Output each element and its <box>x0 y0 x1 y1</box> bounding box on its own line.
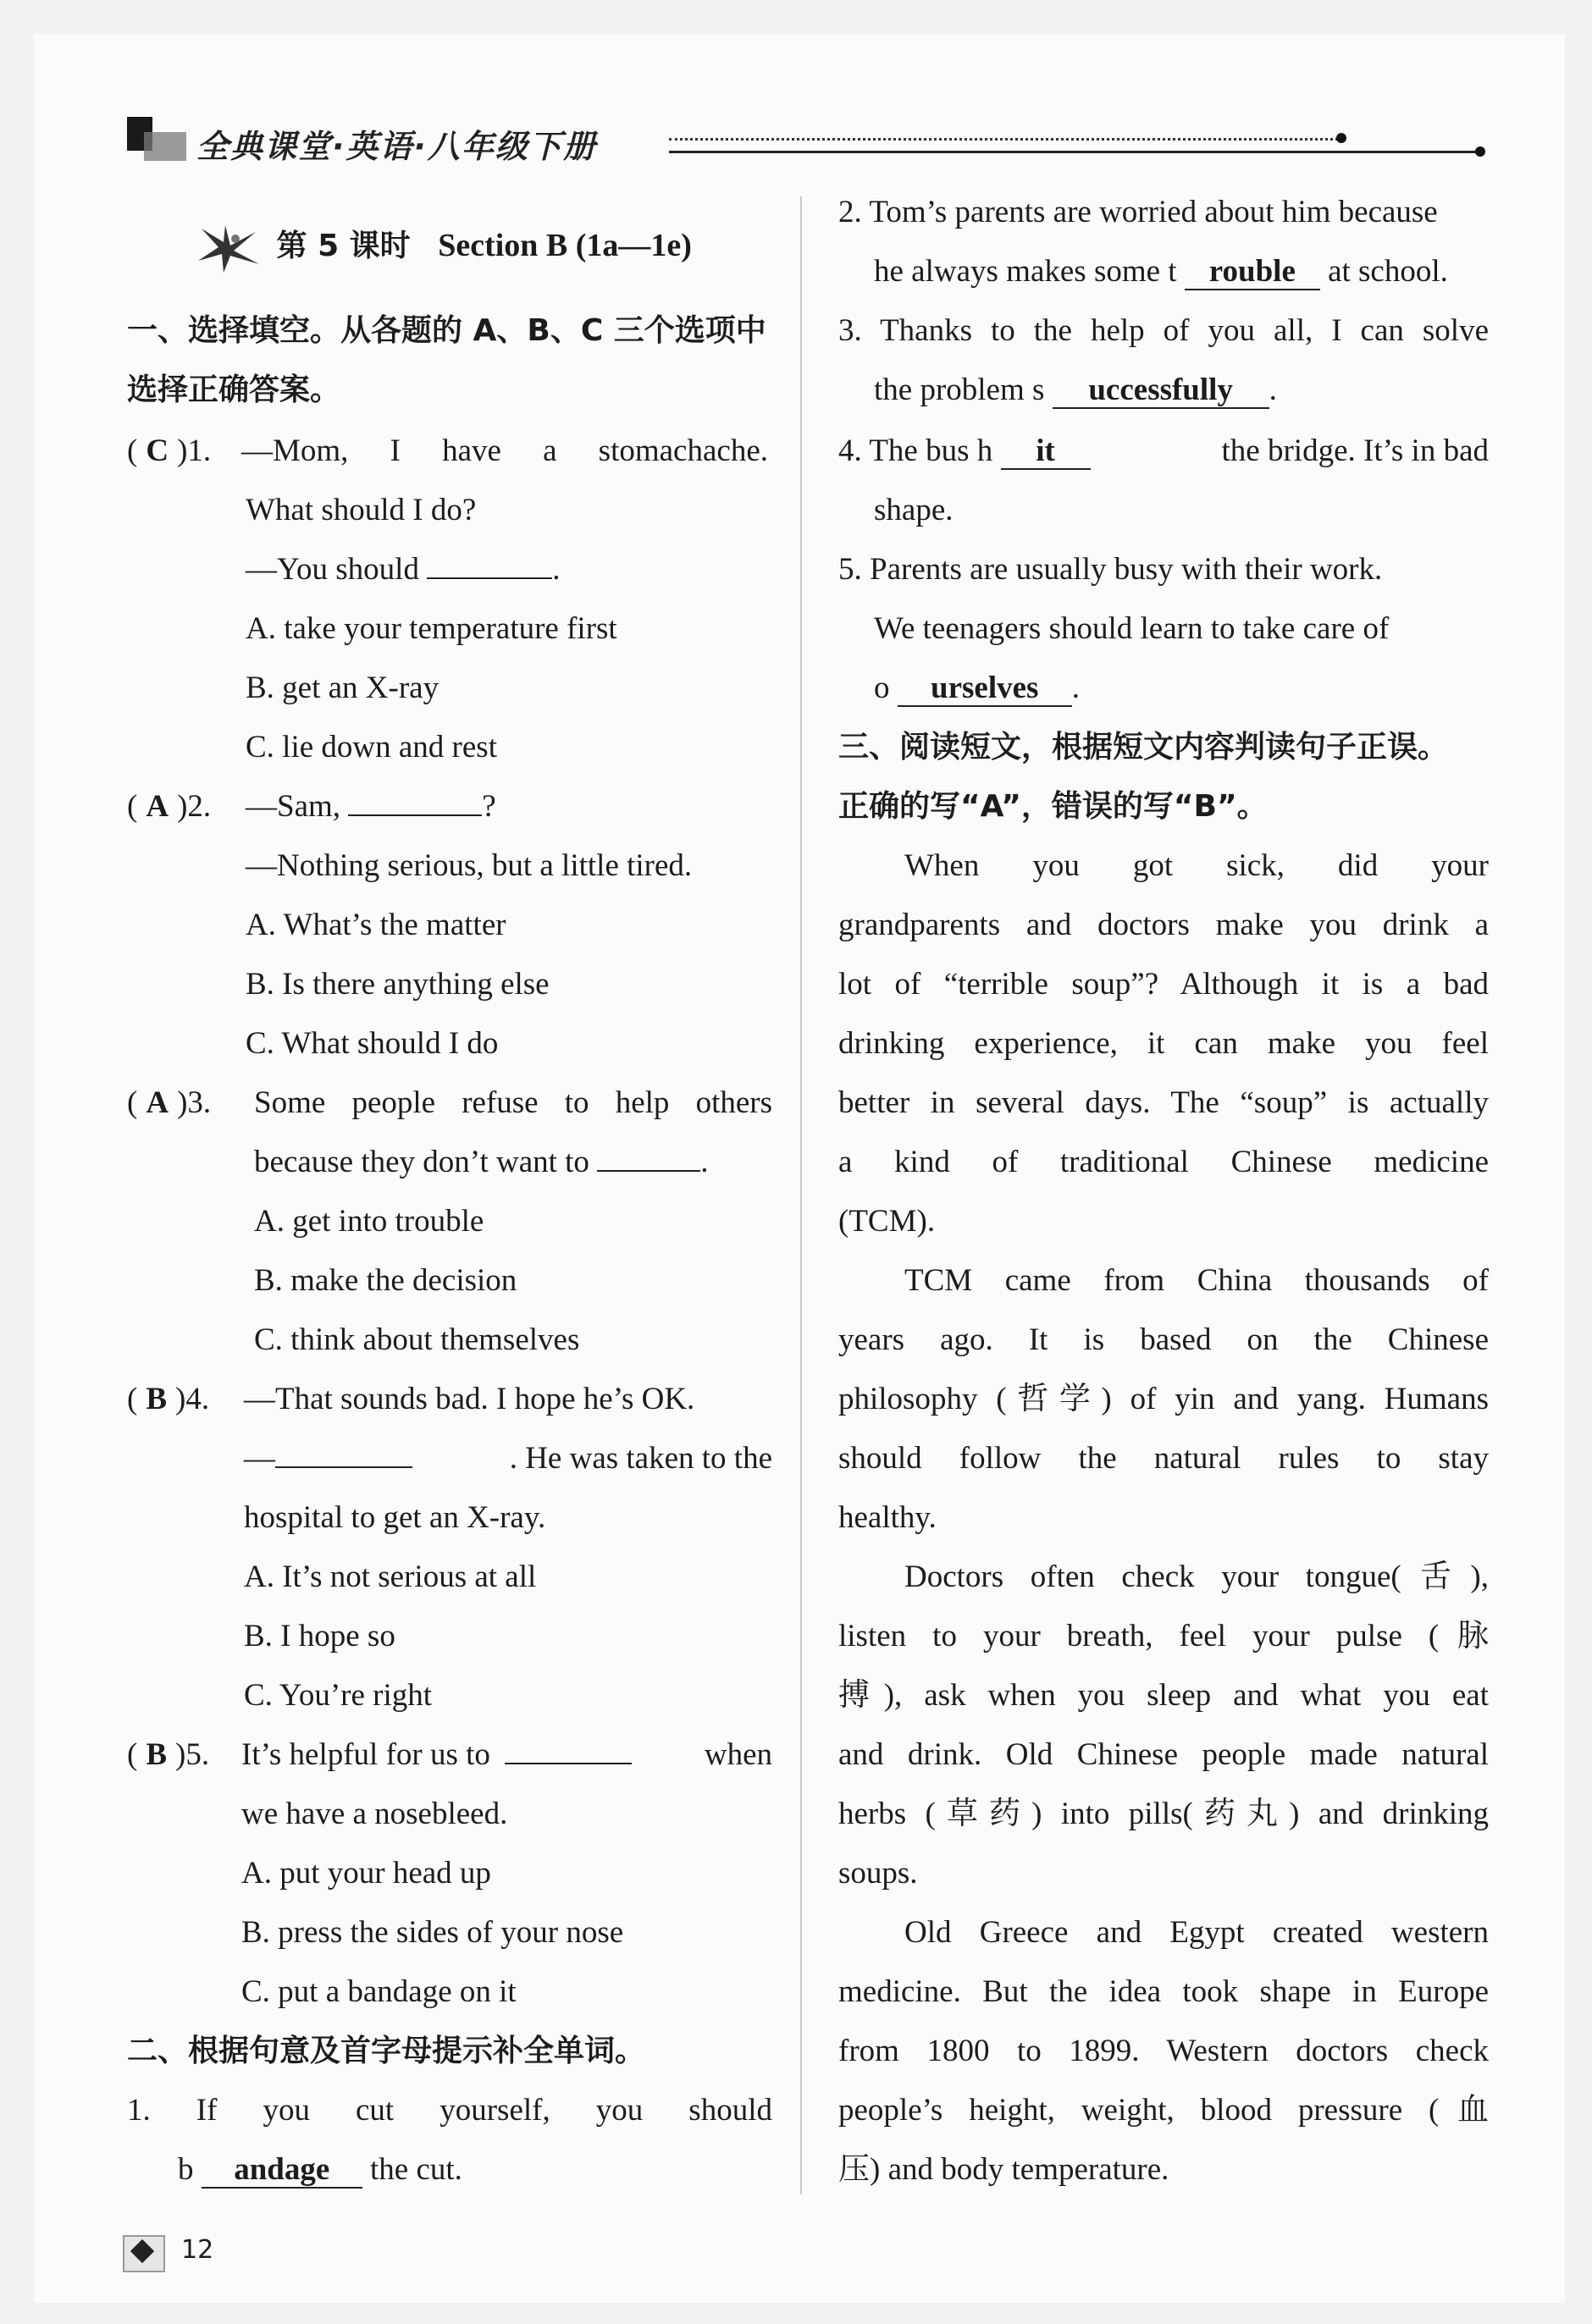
option-c: C. put a bandage on it <box>241 1974 517 2009</box>
question-text: —Sam, ? <box>246 789 496 824</box>
question-number: ( A )3. <box>127 1085 212 1120</box>
filled-answer: rouble <box>1185 255 1320 290</box>
passage-line: years ago. It is based on the Chinese <box>838 1322 1489 1357</box>
answer-letter: B <box>146 1737 168 1772</box>
answer-letter: A <box>146 1085 169 1120</box>
option-a: A. get into trouble <box>254 1204 484 1239</box>
passage-line: (TCM). <box>838 1204 936 1239</box>
question-text: — . He was taken to the <box>244 1441 772 1476</box>
question-number: ( B )4. <box>127 1382 210 1416</box>
header-dot <box>1475 146 1485 157</box>
passage-line: philosophy (哲学) of yin and yang. Humans <box>838 1382 1489 1416</box>
fill-question-text: shape. <box>874 493 954 527</box>
fill-question-text: 2. Tom’s parents are worried about him because <box>838 195 1438 229</box>
passage-line: listen to your breath, feel your pulse (脉 <box>838 1619 1489 1653</box>
part1-heading: 选择正确答案。 <box>127 373 341 407</box>
question-text: because they don’t want to . <box>254 1145 709 1179</box>
option-b: B. get an X-ray <box>246 671 439 705</box>
answer-blank <box>505 1737 632 1764</box>
fill-question-text: o urselves . <box>874 671 1080 705</box>
passage-line: soups. <box>838 1856 918 1891</box>
passage-line: better in several days. The “soup” is actually <box>838 1085 1489 1120</box>
part2-heading: 二、根据句意及首字母提示补全单词。 <box>127 2034 646 2068</box>
filled-answer: urselves <box>898 671 1072 707</box>
header-logo-shadow <box>144 132 186 161</box>
header-rule <box>669 151 1479 153</box>
option-b: B. press the sides of your nose <box>241 1915 624 1950</box>
lesson-section: Section B (1a—1e) <box>438 228 692 263</box>
column-divider <box>800 196 802 2194</box>
question-text: hospital to get an X-ray. <box>244 1500 546 1535</box>
question-number: ( A )2. <box>127 789 212 824</box>
header-title: 全典课堂·英语·八年级下册 <box>196 128 597 165</box>
passage-line: people’s height, weight, blood pressure (血 <box>838 2093 1489 2128</box>
header-dot <box>1336 133 1346 143</box>
question-text: —You should . <box>246 552 561 587</box>
passage-line: 压) and body temperature. <box>838 2152 1169 2187</box>
question-text: —Mom, I have a stomachache. <box>241 433 768 468</box>
fill-question-text: he always makes some t rouble at school. <box>874 254 1448 289</box>
question-text: It’s helpful for us to when <box>241 1737 772 1772</box>
passage-line: TCM came from China thousands of <box>904 1263 1489 1298</box>
passage-line: healthy. <box>838 1500 937 1535</box>
passage-line: Doctors often check your tongue(舌), <box>904 1559 1489 1594</box>
diamond-icon <box>123 2235 165 2272</box>
question-text: —That sounds bad. I hope he’s OK. <box>244 1382 695 1416</box>
filled-answer: uccessfully <box>1053 373 1269 409</box>
question-text: —Nothing serious, but a little tired. <box>246 848 693 883</box>
option-b: B. make the decision <box>254 1263 517 1298</box>
filled-answer: andage <box>202 2153 362 2189</box>
filled-answer: it <box>1001 434 1091 470</box>
question-text: What should I do? <box>246 493 477 527</box>
passage-line: lot of “terrible soup”? Although it is a bad <box>838 967 1489 1002</box>
page-number: 12 <box>181 2235 214 2265</box>
option-c: C. What should I do <box>246 1026 499 1061</box>
question-text: we have a nosebleed. <box>241 1797 508 1831</box>
passage-line: Old Greece and Egypt created western <box>904 1915 1489 1950</box>
lesson-title <box>193 220 692 274</box>
fill-question-text: b andage the cut. <box>178 2152 462 2187</box>
passage-line: and drink. Old Chinese people made natural <box>838 1737 1489 1772</box>
option-c: C. lie down and rest <box>246 730 497 765</box>
fill-question-text: 5. Parents are usually busy with their work. <box>838 552 1383 587</box>
option-c: C. You’re right <box>244 1678 433 1713</box>
fill-question-text: 4. The bus h it the bridge. It’s in bad <box>838 433 1489 468</box>
header-dotted-rule <box>669 138 1338 141</box>
option-a: A. What’s the matter <box>246 908 506 942</box>
question-number: ( C )1. <box>127 433 212 468</box>
passage-line: drinking experience, it can make you feel <box>838 1026 1489 1061</box>
passage-line: herbs (草药) into pills(药丸) and drinking <box>838 1797 1489 1831</box>
answer-blank <box>597 1145 700 1172</box>
option-b: B. Is there anything else <box>246 967 550 1002</box>
option-a: A. put your head up <box>241 1856 491 1891</box>
option-c: C. think about themselves <box>254 1322 580 1357</box>
fill-question-text: 3. Thanks to the help of you all, I can solve <box>838 313 1489 348</box>
question-number: ( B )5. <box>127 1737 210 1772</box>
part3-heading: 三、阅读短文，根据短文内容判读句子正误。 <box>838 730 1449 765</box>
option-a: A. take your temperature first <box>246 611 617 646</box>
passage-line: a kind of traditional Chinese medicine <box>838 1145 1489 1179</box>
answer-letter: C <box>146 433 169 468</box>
sparkle-icon <box>193 220 263 274</box>
option-b: B. I hope so <box>244 1619 395 1653</box>
part1-heading: 一、选择填空。从各题的 A、B、C 三个选项中 <box>127 313 766 348</box>
fill-question-text: We teenagers should learn to take care of <box>874 611 1390 646</box>
answer-blank <box>427 552 552 579</box>
passage-line: 搏), ask when you sleep and what you eat <box>838 1678 1489 1713</box>
fill-question-text: 1. If you cut yourself, you should <box>127 2093 772 2128</box>
lesson-label: 第 5 课时 <box>276 229 411 263</box>
answer-blank <box>275 1441 412 1468</box>
part3-heading: 正确的写“A”，错误的写“B”。 <box>838 789 1268 824</box>
passage-line: When you got sick, did your <box>904 848 1489 883</box>
option-a: A. It’s not serious at all <box>244 1559 537 1594</box>
passage-line: grandparents and doctors make you drink a <box>838 908 1489 942</box>
passage-line: from 1800 to 1899. Western doctors check <box>838 2034 1489 2068</box>
answer-blank <box>348 789 482 816</box>
answer-letter: A <box>146 789 169 824</box>
passage-line: medicine. But the idea took shape in Europe <box>838 1974 1489 2009</box>
passage-line: should follow the natural rules to stay <box>838 1441 1489 1476</box>
question-text: Some people refuse to help others <box>254 1085 772 1120</box>
answer-letter: B <box>146 1382 168 1416</box>
fill-question-text: the problem s uccessfully . <box>874 373 1277 407</box>
